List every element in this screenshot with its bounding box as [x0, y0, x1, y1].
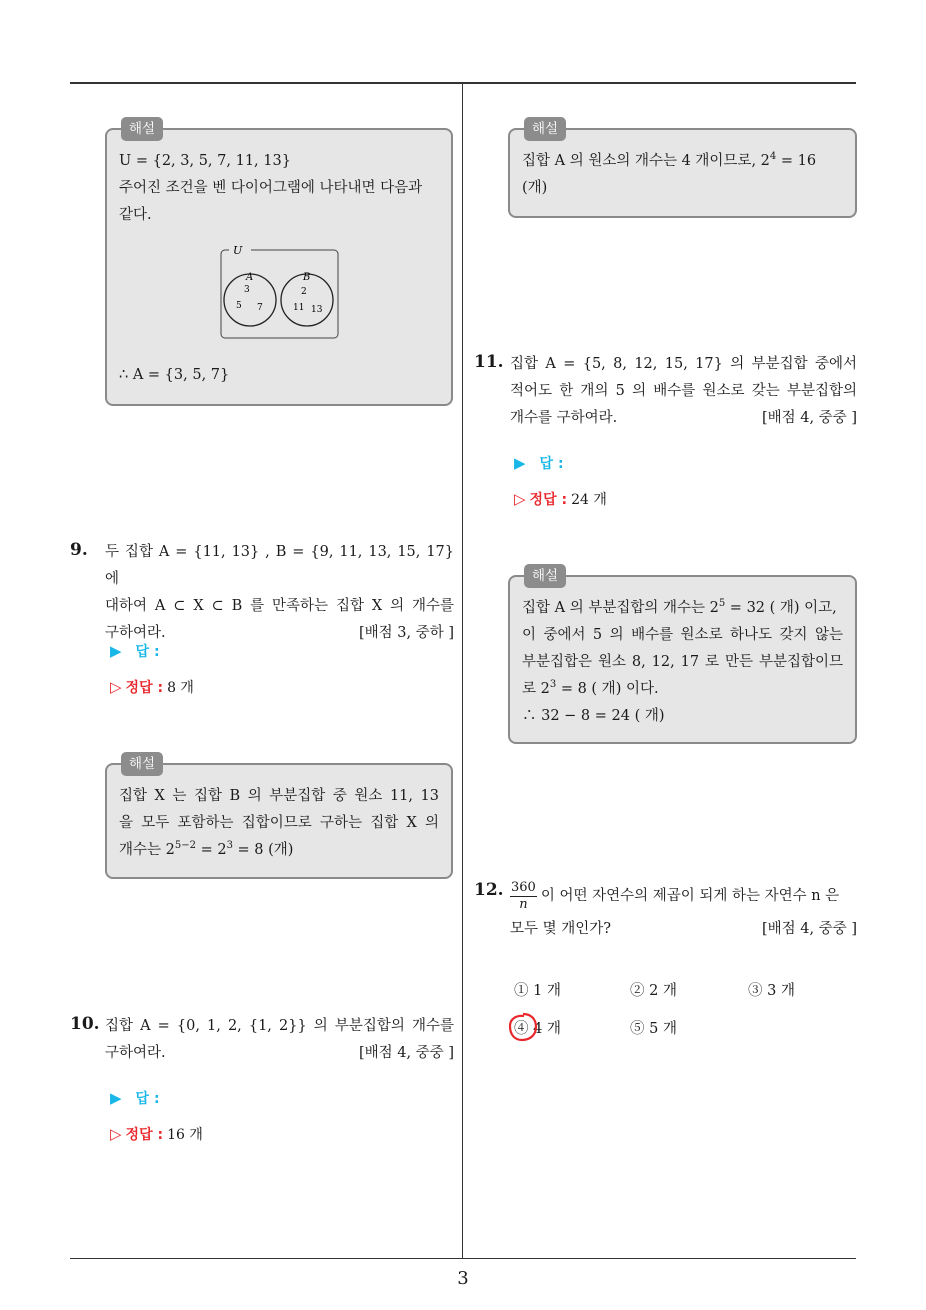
question-number: 11.	[474, 352, 504, 372]
correct-label: 정답 :	[125, 1127, 164, 1143]
choice-4[interactable]: ④ 4 개	[514, 1021, 561, 1037]
question-line: 적어도 한 개의 5 의 배수를 원소로 갖는 부분집합의	[510, 383, 857, 399]
question-line: 집합 A = {5, 8, 12, 15, 17} 의 부분집합 중에서	[510, 356, 857, 372]
explanation-badge: 해설	[121, 117, 163, 141]
answer-row	[110, 641, 160, 661]
venn-element-a: 7	[257, 303, 263, 313]
answer-label: 답 :	[135, 644, 160, 660]
play-triangle-icon: ▶	[110, 642, 122, 660]
venn-element-b: 2	[301, 287, 307, 297]
question-number: 10.	[70, 1014, 100, 1034]
correct-answer-row	[110, 1124, 203, 1144]
question-9-text	[105, 539, 454, 647]
question-11-text	[510, 351, 857, 432]
top-rule	[70, 82, 856, 84]
explanation-line: 주어진 조건을 벤 다이어그램에 나타내면 다음과	[119, 180, 423, 196]
question-line: 이 어떤 자연수의 제곱이 되게 하는 자연수 n 은	[540, 888, 840, 904]
score-label: [배점 4, 중중 ]	[761, 410, 857, 426]
choice-3[interactable]: ③ 3 개	[748, 983, 795, 999]
score-label: [배점 4, 중중 ]	[761, 921, 857, 937]
explanation-box-q9	[105, 756, 453, 879]
question-number: 12.	[474, 880, 504, 900]
play-triangle-icon: ▶	[514, 454, 526, 472]
score-label: [배점 4, 중중 ]	[358, 1045, 454, 1061]
fraction: $\frac{360}{n}$	[511, 879, 536, 912]
answer-label: 답 :	[135, 1091, 160, 1107]
explanation-badge: 해설	[524, 117, 566, 141]
explanation-box-q8	[105, 121, 453, 406]
explanation-badge: 해설	[524, 564, 566, 588]
correct-answer-row	[110, 677, 194, 697]
explanation-line: U = {2, 3, 5, 7, 11, 13}	[119, 153, 291, 169]
bottom-rule	[70, 1258, 856, 1259]
question-line: 집합 A = {0, 1, 2, {1, 2}} 의 부분집합의 개수를	[105, 1018, 454, 1034]
choice-5[interactable]: ⑤ 5 개	[630, 1021, 677, 1037]
venn-universe-label: U	[233, 244, 243, 257]
explanation-badge: 해설	[121, 752, 163, 776]
outline-triangle-icon: ▷	[110, 1125, 122, 1143]
correct-label: 정답 :	[125, 680, 164, 696]
explanation-line: 집합 X 는 집합 B 의 부분집합 중 원소 11, 13	[119, 788, 439, 804]
venn-element-a: 3	[244, 285, 250, 295]
explanation-line: 을 모두 포함하는 집합이므로 구하는 집합 X 의	[119, 815, 439, 831]
answer-mark-circle	[506, 1010, 540, 1044]
outline-triangle-icon: ▷	[514, 490, 526, 508]
venn-label-a: A	[246, 272, 254, 283]
explanation-box-q10	[508, 121, 857, 218]
answer-label: 답 :	[539, 456, 564, 472]
explanation-line: 같다.	[119, 207, 152, 223]
explanation-line: 로 $2^3 = 8$ ( 개) 이다.	[522, 679, 659, 697]
venn-element-b: 11	[293, 303, 305, 313]
correct-answer-row	[514, 489, 607, 509]
play-triangle-icon: ▶	[110, 1089, 122, 1107]
column-divider	[462, 83, 463, 1258]
answer-row	[110, 1088, 160, 1108]
question-line: 구하여라.	[105, 1045, 166, 1061]
explanation-line: ∴ 32 − 8 = 24 ( 개)	[522, 708, 665, 724]
choice-2[interactable]: ② 2 개	[630, 983, 677, 999]
explanation-line: 개수는 $2^{5-2} = 2^3 = 8$ (개)	[119, 840, 294, 858]
question-line: 모두 몇 개인가?	[510, 921, 612, 937]
choice-1[interactable]: ① 1 개	[514, 983, 561, 999]
answer-row	[514, 453, 564, 473]
correct-label: 정답 :	[529, 492, 568, 508]
correct-answer-value: 24 개	[571, 492, 607, 508]
venn-element-b: 13	[311, 305, 323, 315]
question-line: 개수를 구하여라.	[510, 410, 618, 426]
outline-triangle-icon: ▷	[110, 678, 122, 696]
explanation-line: (개)	[522, 180, 548, 196]
question-line: 대하여 A ⊂ X ⊂ B 를 만족하는 집합 X 의 개수를	[105, 598, 454, 614]
venn-diagram	[219, 246, 341, 340]
explanation-line: 집합 A 의 원소의 개수는 4 개이므로, $2^4 = 16$	[522, 151, 817, 169]
venn-label-b: B	[303, 272, 311, 283]
question-line: 구하여라.	[105, 625, 166, 641]
explanation-line: 부분집합은 원소 8, 12, 17 로 만든 부분집합이므	[522, 654, 843, 670]
question-10-text	[105, 1013, 454, 1067]
explanation-line: 집합 A 의 부분집합의 개수는 $2^5 = 32$ ( 개) 이고,	[522, 598, 837, 616]
question-12-text	[510, 876, 857, 943]
correct-answer-value: 8 개	[167, 680, 194, 696]
explanation-conclusion: ∴ A = {3, 5, 7}	[119, 367, 230, 383]
page-number: 3	[457, 1268, 469, 1289]
correct-answer-value: 16 개	[167, 1127, 203, 1143]
score-label: [배점 3, 중하 ]	[358, 625, 454, 641]
explanation-line: 이 중에서 5 의 배수를 원소로 하나도 갖지 않는	[522, 627, 843, 643]
venn-element-a: 5	[236, 301, 242, 311]
question-number: 9.	[70, 540, 88, 560]
question-line: 두 집합 A = {11, 13} , B = {9, 11, 13, 15, 17} 에	[105, 544, 454, 587]
explanation-box-q11	[508, 568, 857, 744]
